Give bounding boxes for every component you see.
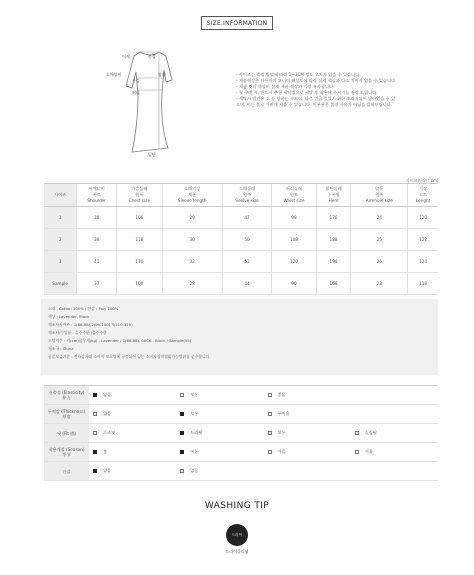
fit-label-subtext: 厚度	[62, 414, 71, 419]
fit-option-cell	[351, 462, 438, 481]
fit-row-label	[44, 443, 89, 462]
fit-option-cell	[351, 443, 438, 462]
table-cell: 30	[162, 229, 222, 251]
fit-option-cell	[264, 462, 351, 481]
fit-row-label	[44, 462, 89, 481]
unchecked-box-icon[interactable]	[268, 412, 272, 416]
unchecked-box-icon[interactable]	[355, 450, 359, 454]
checked-box-icon[interactable]	[180, 450, 184, 454]
diagram-label-chest: 가슴	[132, 78, 140, 83]
table-cell: 1	[44, 207, 77, 229]
diagram-label-sleeve-cuff: 소매밑이	[106, 72, 122, 77]
fit-option-label: 봄	[103, 449, 108, 454]
fit-option-cell	[351, 405, 438, 424]
info-line: 제조사사이즈 : 1(66-88),2(99-100),3(110-120)	[48, 322, 133, 327]
fit-row	[44, 405, 438, 424]
unchecked-box-icon[interactable]	[93, 412, 97, 416]
table-cell: 120	[272, 251, 316, 273]
fit-option-label: 슬림핏	[364, 430, 377, 435]
fit-option-cell	[176, 424, 263, 443]
table-cell: 130	[117, 251, 162, 273]
fit-option-cell	[89, 424, 176, 443]
table-row	[44, 207, 438, 229]
table-cell: 3	[44, 251, 77, 273]
header-shoulder: 어깨너비 폭트 Shoulder	[77, 184, 117, 207]
header-waist: 허리둘레 원트 Waist size	[272, 184, 316, 207]
table-cell: 100	[117, 273, 162, 295]
info-line: 제조사/수입품 : 을주주한 /을주주한	[48, 330, 107, 335]
table-cell: 28	[162, 273, 222, 295]
fit-row-label	[44, 405, 89, 424]
table-cell: 2	[44, 229, 77, 251]
table-cell: 53	[222, 251, 272, 273]
fit-option-label: 있음	[103, 468, 112, 473]
fit-option-label: 없음	[190, 468, 199, 473]
note-line: - 첫 구매 시, 반드시 추천 세탁법으로 세탁 후 착용해 주시기를 권장 드립니다.	[236, 90, 378, 95]
table-cell: 98	[272, 207, 316, 229]
size-information-title: SIZE.INFORMATION	[201, 16, 273, 30]
fit-option-cell	[89, 405, 176, 424]
unit-note: 사이즈(단위 : cm)	[406, 178, 439, 183]
unchecked-box-icon[interactable]	[268, 393, 272, 397]
checked-box-icon[interactable]	[93, 450, 97, 454]
fit-option-label: 겨울	[364, 449, 373, 454]
fit-row-label	[44, 424, 89, 443]
fit-option-cell	[351, 386, 438, 405]
fit-option-label: 보통	[190, 392, 199, 397]
table-row	[44, 273, 438, 295]
table-cell: 23	[351, 273, 408, 295]
info-line: 색상 : Lavender, Black	[48, 314, 90, 319]
note-line: - 세탁시 별관유 소 등 양하는 수도이, 다르 언급 있었기 위한 조과자되어 남아있을 수 있	[236, 96, 396, 101]
fit-label-text: 핏 (Fit 感)	[56, 430, 77, 436]
fit-option-cell	[351, 424, 438, 443]
table-cell: 122	[408, 229, 438, 251]
note-line: - 사이즈는 측정 방법에 따라 1~3CM 정도 오차가 있을 수 있습니다.	[236, 72, 361, 77]
washing-tip-title: WASHING TIP	[204, 501, 270, 511]
product-info-box	[41, 299, 438, 375]
header-sleeve-length: 소매기장 체폰 Sleeve length	[162, 184, 222, 207]
info-line: 소재 : Cotton 100% / 안감 : Poly 100%	[48, 306, 119, 311]
fit-option-cell	[264, 405, 351, 424]
fit-option-cell	[264, 386, 351, 405]
checked-box-icon[interactable]	[180, 431, 184, 435]
note-line: - 제품 컷의 색상이 실제 제품 색상과 가장 유사합니다.	[236, 84, 335, 89]
fit-option-cell	[264, 443, 351, 462]
fit-option-label: 여름	[190, 449, 199, 454]
dry-clean-icon-text: 드라이	[231, 532, 243, 537]
fit-label-subtext: 伸力	[62, 395, 71, 400]
table-cell: 39	[77, 229, 117, 251]
washing-label: 드라이클리닝	[225, 549, 249, 554]
unchecked-box-icon[interactable]	[355, 431, 359, 435]
unchecked-box-icon[interactable]	[180, 393, 184, 397]
fit-option-label: 없음	[103, 392, 112, 397]
fit-option-cell	[176, 386, 263, 405]
diagram-label-hem: 밑단	[148, 152, 156, 157]
table-cell: Sample	[44, 273, 77, 295]
diagram-label-shoulder: 어깨	[122, 54, 130, 59]
table-cell: 124	[408, 251, 438, 273]
fit-option-label: 드라핏	[190, 430, 203, 435]
note-line: - 제품색상은 사용자의 모니터 해상도에 따라 실제 색상과 다소 차이가 있을 수 있습니다.	[236, 78, 397, 83]
unchecked-box-icon[interactable]	[268, 431, 272, 435]
dry-clean-icon	[226, 524, 248, 546]
header-armhole: 암홀 원폭 Armhole size	[351, 184, 408, 207]
table-cell: 176	[316, 207, 351, 229]
fit-option-cell	[176, 443, 263, 462]
info-line: 모델치수 : 키(cm)몸무게(kg) - Lavender / 1(66-88), 00CK - Black / Sample(55)	[48, 338, 192, 343]
fit-option-label: 보통	[190, 411, 199, 416]
table-cell: 120	[408, 207, 438, 229]
unchecked-box-icon[interactable]	[180, 469, 184, 473]
table-cell: 37	[77, 273, 117, 295]
fit-option-label: 얇음	[103, 411, 112, 416]
size-table-header	[44, 184, 438, 207]
fit-label-text: 두께감 (Thickness)	[47, 409, 86, 414]
header-chest: 가슴둘레 원폭 Chest size	[117, 184, 162, 207]
fit-option-label: 두꺼움	[277, 411, 290, 416]
table-cell: 24	[351, 207, 408, 229]
fit-option-cell	[89, 443, 176, 462]
table-cell: 47	[222, 207, 272, 229]
unchecked-box-icon[interactable]	[268, 450, 272, 454]
fit-label-subtext: 季节	[62, 452, 71, 457]
diagram-label-length: 총장	[148, 54, 156, 59]
table-cell: 25	[351, 229, 408, 251]
info-line: 품질보증기준 : 전자상거래 소비자 보호법에 규정되어 있는 소비자청약철회가능범위를 준수합니다.	[48, 354, 211, 359]
fit-row	[44, 462, 438, 481]
table-cell: 106	[117, 207, 162, 229]
size-notes	[236, 72, 458, 108]
fit-label-text: 착용계절 (Season)	[48, 447, 85, 452]
header-sleeve-size: 소매둘레 원주 Seelve size	[222, 184, 272, 207]
fit-option-label: 루즈핏	[103, 430, 116, 435]
table-cell: 26	[351, 251, 408, 273]
table-cell: 118	[117, 229, 162, 251]
checked-box-icon[interactable]	[93, 393, 97, 397]
fit-label-text: 안감	[62, 468, 71, 474]
fit-row	[44, 424, 438, 443]
unchecked-box-icon[interactable]	[93, 431, 97, 435]
table-row	[44, 251, 438, 273]
table-cell: 44	[222, 273, 272, 295]
fit-option-label: 보통	[277, 430, 286, 435]
dress-measurement-diagram	[96, 44, 206, 164]
fit-option-cell	[176, 405, 263, 424]
table-cell: 32	[162, 251, 222, 273]
table-cell: 188	[316, 229, 351, 251]
fit-option-cell	[89, 462, 176, 481]
table-cell: 50	[222, 229, 272, 251]
diagram-label-waist: 허리	[132, 90, 140, 95]
diagram-label-armhole: 암홀	[158, 72, 166, 77]
header-hem: 밑단둘레 下폭원 Hem	[316, 184, 351, 207]
table-cell: 90	[272, 273, 316, 295]
table-cell: 198	[316, 251, 351, 273]
fit-option-cell	[176, 462, 263, 481]
fit-option-label: 좋음	[277, 392, 286, 397]
fit-row	[44, 443, 438, 462]
table-cell: 41	[77, 251, 117, 273]
table-row	[44, 229, 438, 251]
header-size: 사이즈	[44, 184, 77, 207]
fit-table	[44, 385, 438, 481]
size-table	[44, 183, 438, 295]
table-cell: 118	[408, 273, 438, 295]
table-cell: 108	[272, 229, 316, 251]
info-line: 제조국 : China	[48, 346, 74, 351]
table-cell: 168	[316, 273, 351, 295]
dress-outline-icon	[96, 44, 206, 164]
note-line: 으며, 이는 불로 가벼게 지울 수 있습니다. 이부분은 불량 사유가 아님을 밝히드립니다.	[236, 102, 393, 107]
checked-box-icon[interactable]	[93, 469, 97, 473]
fit-option-cell	[264, 424, 351, 443]
fit-option-label: 가을	[277, 449, 286, 454]
fit-row-label	[44, 386, 89, 405]
fit-row	[44, 386, 438, 405]
checked-box-icon[interactable]	[180, 412, 184, 416]
fit-option-cell	[89, 386, 176, 405]
table-cell: 29	[162, 207, 222, 229]
header-length: 기장 코트 Lenght	[408, 184, 438, 207]
table-cell: 38	[77, 207, 117, 229]
fit-label-text: 신축성 (Elasticity)	[48, 390, 85, 395]
